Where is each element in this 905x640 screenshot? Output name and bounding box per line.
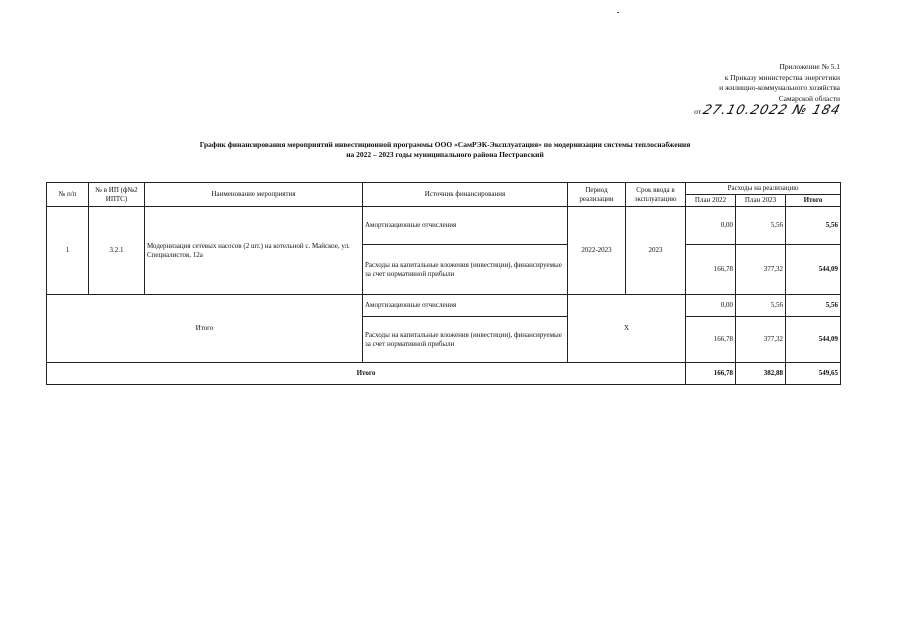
header-period: Период реализации (568, 183, 626, 207)
header-source: Источник финансирования (363, 183, 568, 207)
document-title (100, 140, 790, 160)
grand-total-label: Итого (47, 363, 686, 385)
header-plan-2022: План 2022 (686, 195, 736, 207)
header-plan-2023: План 2023 (736, 195, 786, 207)
header-expenses: Расходы на реализацию (686, 183, 841, 195)
row-plan-2022: 166,78 (686, 245, 736, 295)
date-prefix: от (694, 107, 702, 116)
row-source: Расходы на капитальные вложения (инвестиции), финансируемые за счет нормативной прибыли (363, 245, 568, 295)
appendix-date-line (640, 103, 843, 118)
row-total: 544,09 (786, 245, 841, 295)
scan-speck (617, 12, 619, 13)
row-commission: 2023 (626, 207, 686, 295)
subtotal-plan-2023: 377,32 (736, 317, 786, 363)
subtotal-x-mark: Х (568, 295, 686, 363)
appendix-line: Приложение № 5.1 (779, 62, 840, 71)
financing-table (46, 182, 841, 385)
subtotal-plan-2022: 166,78 (686, 317, 736, 363)
header-name: Наименование мероприятия (145, 183, 363, 207)
appendix-line: к Приказу министерства энергетики (724, 72, 840, 82)
title-line-1: График финансирования мероприятий инвестиционной программы ООО «СамРЭК-Эксплуатация» по модернизации системы теплоснабжения (199, 140, 691, 149)
appendix-line: Самарской области (778, 93, 840, 103)
header-commission: Срок ввода в эксплуатацию (626, 183, 686, 207)
title-line-2: на 2022 – 2023 годы муниципального района Пестравский (346, 150, 544, 159)
header-ip-num: № в ИП (ф№2 ИПТС) (89, 183, 145, 207)
header-row (47, 183, 841, 195)
appendix-line: и жилищно-коммунального хозяйства (719, 83, 840, 92)
row-plan-2022: 0,00 (686, 207, 736, 245)
handwritten-date-number: 27.10.2022 № 184 (701, 103, 843, 118)
subtotal-total: 544,09 (786, 317, 841, 363)
subtotal-source: Амортизационные отчисления (363, 295, 568, 317)
row-plan-2023: 5,56 (736, 207, 786, 245)
subtotal-label: Итого (47, 295, 363, 363)
subtotal-plan-2022: 0,00 (686, 295, 736, 317)
row-name: Модернизация сетевых насосов (2 шт.) на котельной с. Майское, ул. Специалистов, 12а (145, 207, 363, 295)
row-period: 2022-2023 (568, 207, 626, 295)
subtotal-total: 5,56 (786, 295, 841, 317)
grand-total-total: 549,65 (786, 363, 841, 385)
subtotal-plan-2023: 5,56 (736, 295, 786, 317)
row-total: 5,56 (786, 207, 841, 245)
appendix-header (640, 62, 843, 118)
row-plan-2023: 377,32 (736, 245, 786, 295)
grand-total-row (47, 363, 841, 385)
grand-total-plan-2023: 382,88 (736, 363, 786, 385)
subtotal-source: Расходы на капитальные вложения (инвестиции), финансируемые за счет нормативной прибыли (363, 317, 568, 363)
row-source: Амортизационные отчисления (363, 207, 568, 245)
header-total: Итого (786, 195, 841, 207)
grand-total-plan-2022: 166,78 (686, 363, 736, 385)
table-row (47, 207, 841, 245)
row-num: 1 (47, 207, 89, 295)
subtotal-row (47, 295, 841, 317)
header-num: № п/п (47, 183, 89, 207)
row-ip-num: 3.2.1 (89, 207, 145, 295)
